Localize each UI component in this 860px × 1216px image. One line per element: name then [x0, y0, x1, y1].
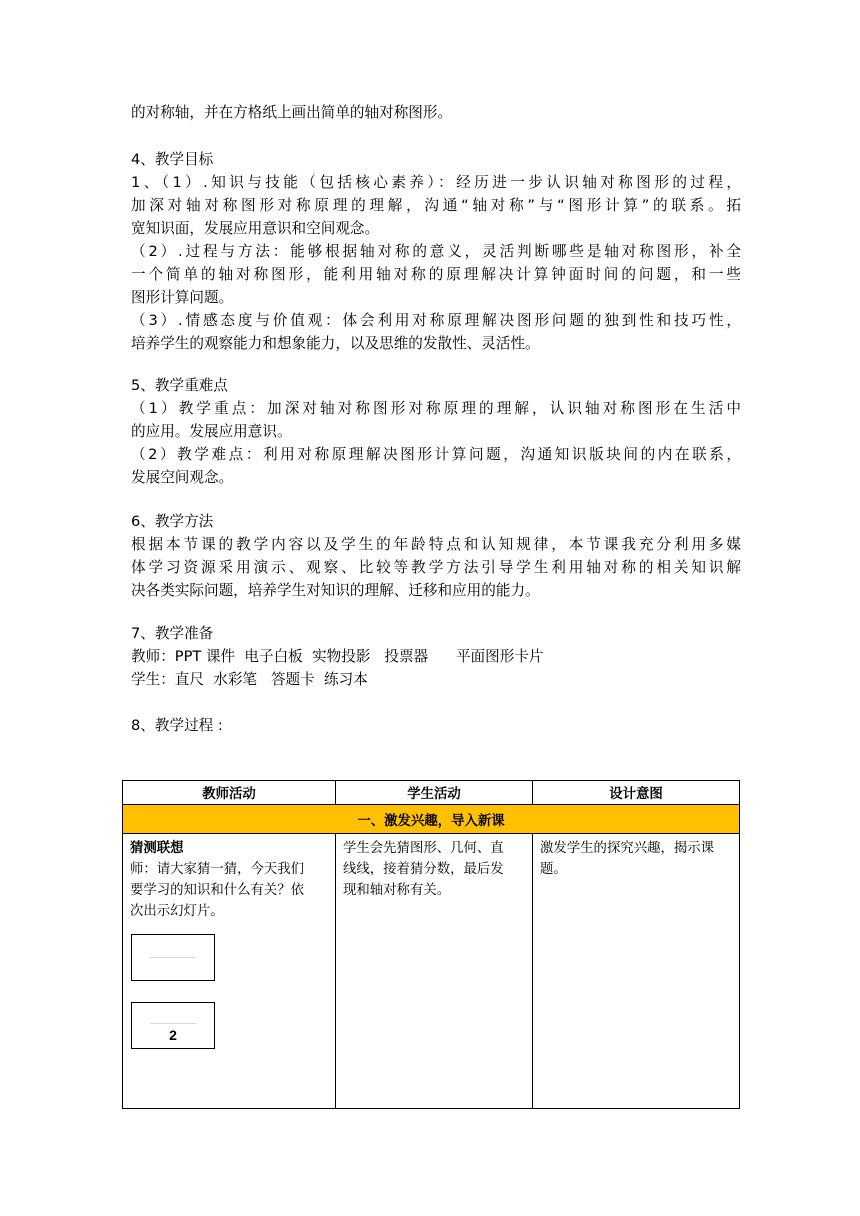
key-points-line: （1）教学重点：加深对轴对称图形对称原理的理解，认识轴对称图形在生活中 — [131, 400, 741, 417]
section-row — [123, 805, 740, 834]
methods-line: 体学习资源采用演示、观察、比较等教学方法引导学生利用轴对称的相关知识解 — [131, 559, 741, 576]
student-preparation: 学生：直尺 水彩笔 答题卡 练习本 — [131, 671, 368, 688]
teacher-activity-cell — [123, 834, 336, 1109]
design-intent-line: 题。 — [540, 862, 567, 877]
goals-heading: 4、教学目标 — [131, 151, 214, 168]
intro-line: 的对称轴，并在方格纸上画出简单的轴对称图形。 — [131, 104, 453, 121]
goals-section — [131, 148, 741, 355]
teacher-preparation: 教师：PPT 课件 电子白板 实物投影 投票器 平面图形卡片 — [131, 648, 544, 665]
key-points-line: （2）教学难点：利用对称原理解决图形计算问题，沟通知识版块间的内在联系， — [131, 446, 741, 463]
methods-heading: 6、教学方法 — [131, 513, 214, 530]
methods-section — [131, 510, 741, 602]
slide-divider — [150, 1023, 196, 1024]
student-activity-cell — [336, 834, 533, 1109]
teacher-activity-line: 要学习的知识和什么有关？依 — [130, 883, 305, 898]
teacher-activity-line: 师：请大家猜一猜，今天我们 — [130, 862, 305, 877]
design-intent-line: 激发学生的探究兴趣，揭示课 — [540, 841, 715, 856]
key-points-heading: 5、教学重难点 — [131, 377, 228, 394]
header-student-activity: 学生活动 — [336, 781, 533, 805]
goals-line: 宽知识面，发展应用意识和空间观念。 — [131, 220, 380, 237]
intro-section — [131, 101, 741, 124]
goals-line: 图形计算问题。 — [131, 289, 234, 306]
preparation-section — [131, 622, 741, 691]
design-intent-cell — [533, 834, 740, 1109]
process-section — [131, 714, 741, 737]
methods-line: 根据本节课的教学内容以及学生的年龄特点和认知规律，本节课我充分利用多媒 — [131, 536, 741, 553]
key-points-line: 发展空间观念。 — [131, 469, 234, 486]
goals-line: 加深对轴对称图形对称原理的理解，沟通“轴对称”与“图形计算”的联系。拓 — [131, 197, 741, 214]
teacher-activity-line: 次出示幻灯片。 — [130, 904, 224, 919]
process-heading: 8、教学过程 : — [131, 717, 223, 734]
preparation-heading: 7、教学准备 — [131, 625, 214, 642]
student-activity-line: 现和轴对称有关。 — [343, 883, 451, 898]
goals-line: 培养学生的观察能力和想象能力，以及思维的发散性、灵活性。 — [131, 335, 540, 352]
student-activity-line: 学生会先猜图形、几何、直 — [343, 841, 504, 856]
table-row — [123, 834, 740, 1109]
slide-thumbnail — [131, 1002, 215, 1049]
section-title: 一、激发兴趣，导入新课 — [123, 805, 740, 834]
header-teacher-activity: 教师活动 — [123, 781, 336, 805]
goals-line: （3）.情感态度与价值观：体会利用对称原理解决图形问题的独到性和技巧性， — [131, 312, 741, 329]
goals-line: 1、（1）.知识与技能（包括核心素养）：经历进一步认识轴对称图形的过程， — [131, 174, 741, 191]
lesson-process-table — [122, 780, 740, 1109]
teacher-activity-title: 猜测联想 — [130, 841, 184, 856]
header-design-intent: 设计意图 — [533, 781, 740, 805]
goals-line: （2）.过程与方法：能够根据轴对称的意义，灵活判断哪些是轴对称图形，补全 — [131, 243, 741, 260]
key-points-section — [131, 374, 741, 489]
methods-line: 决各类实际问题，培养学生对知识的理解、迁移和应用的能力。 — [131, 582, 540, 599]
slide-divider — [150, 957, 196, 958]
goals-line: 一个简单的轴对称图形，能利用轴对称的原理解决计算钟面时间的问题，和一些 — [131, 266, 741, 283]
slide-number: 2 — [169, 1027, 177, 1043]
table-header-row — [123, 781, 740, 805]
key-points-line: 的应用。发展应用意识。 — [131, 423, 292, 440]
slide-thumbnail — [131, 934, 215, 981]
student-activity-line: 线线，接着猜分数，最后发 — [343, 862, 504, 877]
